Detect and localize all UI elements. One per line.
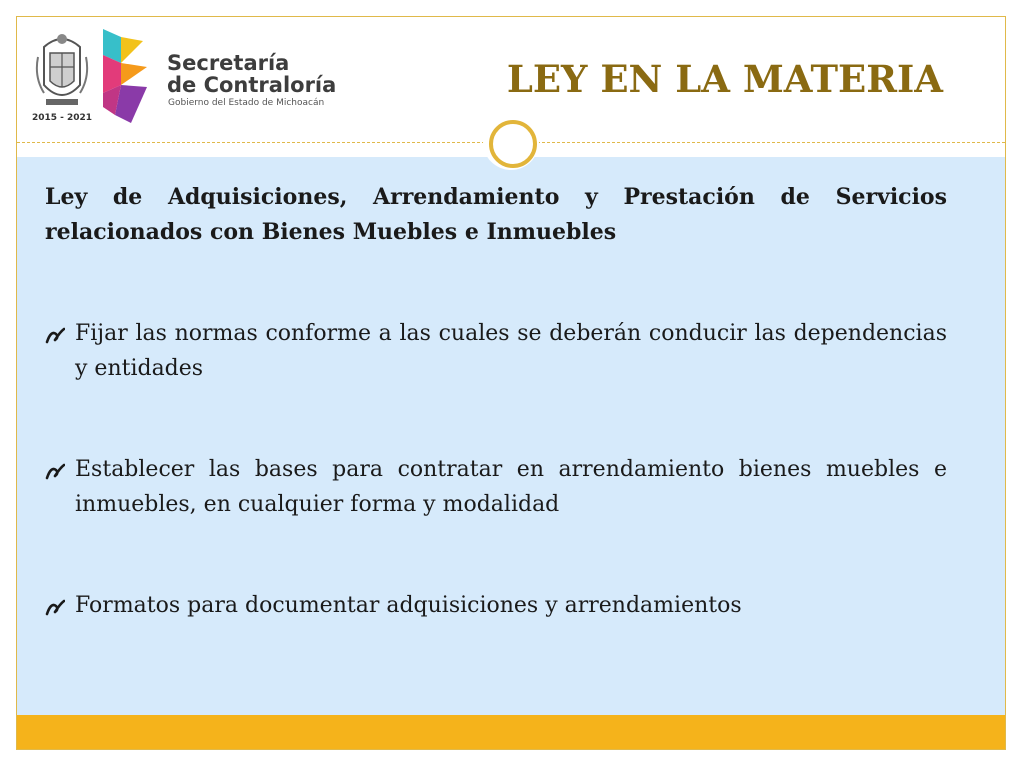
brand-name-line2: de Contraloría [167,73,337,97]
slide-title: LEY EN LA MATERIA [506,57,943,101]
brand-subtitle: Gobierno del Estado de Michoacán [168,98,325,108]
circle-ornament-icon [483,114,539,170]
bullet-item [45,588,947,623]
bullet-text: Formatos para documentar adquisiciones y arrendamientos [75,593,742,618]
bullet-text: Establecer las bases para contratar en arrendamiento bienes muebles e inmuebles, en cualquier forma y modalidad [75,457,947,517]
bullet-text: Fijar las normas conforme a las cuales se deberán conducir las dependencias y entidades [75,321,947,381]
curl-bullet-icon [45,462,65,480]
bullet-item [45,452,947,522]
bullet-item [45,316,947,386]
ornament-ring [489,120,537,168]
law-title: Ley de Adquisiciones, Arrendamiento y Prestación de Servicios relacionados con Bienes Muebles e Inmuebles [45,184,947,245]
footer-bar [17,715,1005,749]
curl-bullet-icon [45,598,65,616]
michoacan-crest-icon [34,27,90,111]
crest-years: 2015 - 2021 [31,113,93,123]
curl-bullet-icon [45,326,65,344]
contraloria-k-logo-icon [101,27,153,125]
brand-name-line1: Secretaría [167,51,290,75]
